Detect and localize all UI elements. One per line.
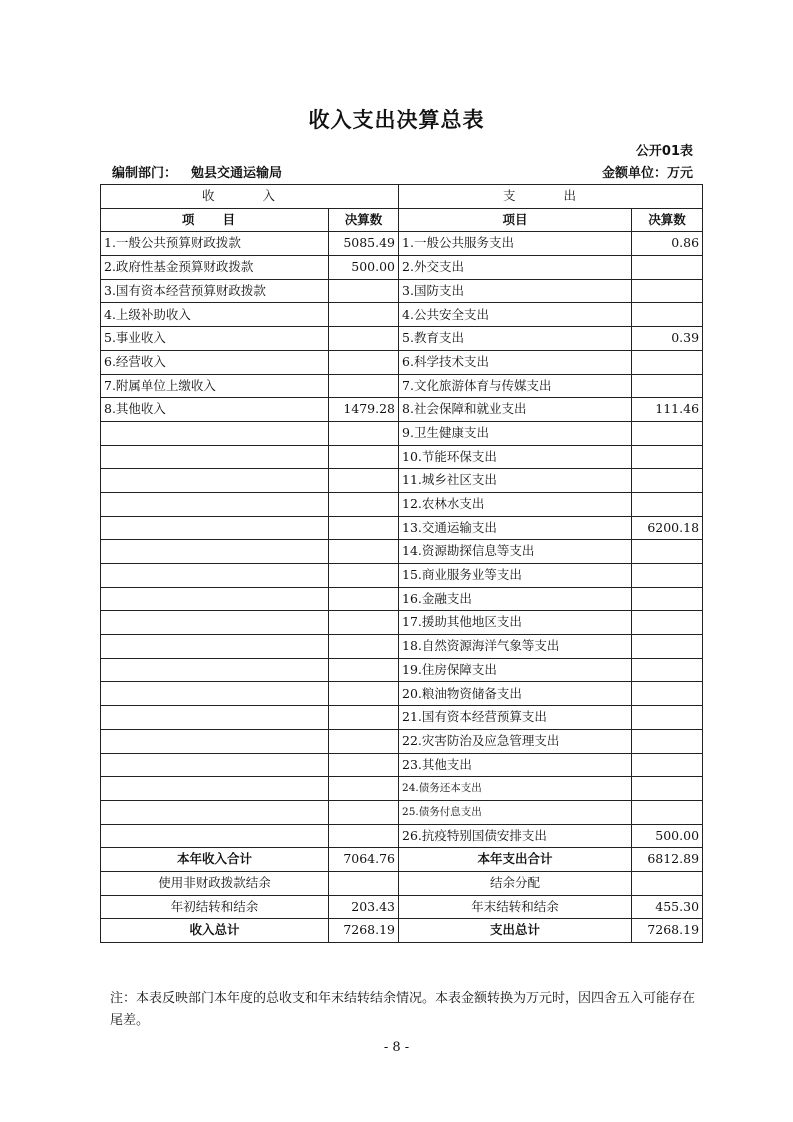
- amount-unit: 金额单位：万元: [601, 166, 693, 181]
- income-summary-label: 年初结转和结余: [101, 895, 329, 919]
- income-value-cell: [329, 587, 399, 611]
- summary-row: [101, 919, 703, 943]
- expense-value-cell: 0.86: [632, 232, 703, 256]
- expense-header: 支 出: [399, 185, 703, 209]
- expense-value-cell: 0.39: [632, 327, 703, 351]
- expense-item-cell: 24.债务还本支出: [399, 777, 632, 801]
- income-value-cell: [329, 706, 399, 730]
- income-summary-label: 收入总计: [101, 919, 329, 943]
- expense-item-cell: 15.商业服务业等支出: [399, 564, 632, 588]
- expense-value-cell: 111.46: [632, 398, 703, 422]
- table-row: [101, 327, 703, 351]
- income-value-cell: [329, 374, 399, 398]
- income-item-cell: 8.其他收入: [101, 398, 329, 422]
- table-row: [101, 303, 703, 327]
- meta-row: [112, 162, 693, 180]
- income-value-cell: [329, 564, 399, 588]
- table-header-row: [101, 185, 703, 209]
- income-item-cell: 7.附属单位上缴收入: [101, 374, 329, 398]
- table-row: [101, 421, 703, 445]
- income-item-cell: [101, 753, 329, 777]
- table-row: [101, 279, 703, 303]
- expense-summary-label: 支出总计: [399, 919, 632, 943]
- expense-item-cell: 9.卫生健康支出: [399, 421, 632, 445]
- income-item-cell: 5.事业收入: [101, 327, 329, 351]
- expense-value-cell: [632, 587, 703, 611]
- expense-value-cell: [632, 469, 703, 493]
- expense-value-cell: [632, 256, 703, 280]
- table-row: [101, 611, 703, 635]
- income-summary-value: [329, 871, 399, 895]
- expense-summary-label: 结余分配: [399, 871, 632, 895]
- expense-value-cell: [632, 753, 703, 777]
- income-value-cell: [329, 279, 399, 303]
- form-number: 公开01表: [635, 144, 693, 159]
- income-value-cell: [329, 635, 399, 659]
- income-value-cell: 5085.49: [329, 232, 399, 256]
- table-row: [101, 445, 703, 469]
- expense-item-cell: 17.援助其他地区支出: [399, 611, 632, 635]
- expense-item-cell: 8.社会保障和就业支出: [399, 398, 632, 422]
- expense-summary-value: [632, 871, 703, 895]
- expense-value-cell: [632, 800, 703, 824]
- expense-item-cell: 20.粮油物资储备支出: [399, 682, 632, 706]
- page-title: 收入支出决算总表: [308, 108, 485, 132]
- income-value-cell: [329, 777, 399, 801]
- income-value-cell: [329, 611, 399, 635]
- income-value-cell: [329, 327, 399, 351]
- expense-item-cell: 14.资源勘探信息等支出: [399, 540, 632, 564]
- expense-item-cell: 19.住房保障支出: [399, 658, 632, 682]
- table-row: [101, 753, 703, 777]
- expense-value-cell: [632, 611, 703, 635]
- expense-item-cell: 23.其他支出: [399, 753, 632, 777]
- expense-value-cell: [632, 279, 703, 303]
- income-item-cell: 6.经营收入: [101, 350, 329, 374]
- department-name: 勉县交通运输局: [191, 166, 283, 181]
- expense-item-cell: 16.金融支出: [399, 587, 632, 611]
- expense-value-cell: 6200.18: [632, 516, 703, 540]
- income-summary-value: 203.43: [329, 895, 399, 919]
- income-item-cell: [101, 635, 329, 659]
- income-amount-header: 决算数: [329, 208, 399, 232]
- footnote: 注：本表反映部门本年度的总收支和年末结转结余情况。本表金额转换为万元时，因四舍五入可能存在尾差。: [110, 991, 696, 1028]
- expense-value-cell: [632, 564, 703, 588]
- table-row: [101, 492, 703, 516]
- income-summary-value: 7268.19: [329, 919, 399, 943]
- expense-item-cell: 5.教育支出: [399, 327, 632, 351]
- expense-value-cell: [632, 421, 703, 445]
- income-item-cell: 4.上级补助收入: [101, 303, 329, 327]
- income-value-cell: 1479.28: [329, 398, 399, 422]
- income-item-cell: [101, 800, 329, 824]
- expense-value-cell: [632, 682, 703, 706]
- income-item-cell: 3.国有资本经营预算财政拨款: [101, 279, 329, 303]
- income-item-cell: [101, 658, 329, 682]
- table-subheader-row: [101, 208, 703, 232]
- table-row: [101, 800, 703, 824]
- table-row: [101, 777, 703, 801]
- income-value-cell: [329, 540, 399, 564]
- income-item-cell: 2.政府性基金预算财政拨款: [101, 256, 329, 280]
- income-item-cell: [101, 421, 329, 445]
- table-row: [101, 232, 703, 256]
- expense-value-cell: [632, 635, 703, 659]
- expense-value-cell: [632, 777, 703, 801]
- expense-value-cell: [632, 303, 703, 327]
- summary-row: [101, 895, 703, 919]
- income-value-cell: [329, 682, 399, 706]
- income-item-cell: [101, 824, 329, 848]
- expense-value-cell: [632, 658, 703, 682]
- expense-item-cell: 26.抗疫特别国债安排支出: [399, 824, 632, 848]
- table-row: [101, 706, 703, 730]
- expense-item-cell: 18.自然资源海洋气象等支出: [399, 635, 632, 659]
- income-item-cell: [101, 729, 329, 753]
- expense-item-cell: 11.城乡社区支出: [399, 469, 632, 493]
- expense-amount-header: 决算数: [632, 208, 703, 232]
- expense-item-cell: 10.节能环保支出: [399, 445, 632, 469]
- income-value-cell: [329, 445, 399, 469]
- expense-item-header: 项目: [399, 208, 632, 232]
- expense-item-cell: 25.债务付息支出: [399, 800, 632, 824]
- expense-value-cell: [632, 445, 703, 469]
- income-item-cell: [101, 516, 329, 540]
- budget-summary-table: [100, 184, 703, 943]
- expense-value-cell: [632, 729, 703, 753]
- income-header: 收 入: [101, 185, 399, 209]
- income-item-cell: [101, 540, 329, 564]
- expense-summary-value: 7268.19: [632, 919, 703, 943]
- summary-row: [101, 871, 703, 895]
- expense-item-cell: 4.公共安全支出: [399, 303, 632, 327]
- expense-item-cell: 3.国防支出: [399, 279, 632, 303]
- table-row: [101, 729, 703, 753]
- income-summary-label: 本年收入合计: [101, 848, 329, 872]
- income-value-cell: [329, 516, 399, 540]
- expense-value-cell: [632, 706, 703, 730]
- expense-item-cell: 2.外交支出: [399, 256, 632, 280]
- expense-value-cell: 500.00: [632, 824, 703, 848]
- expense-item-cell: 7.文化旅游体育与传媒支出: [399, 374, 632, 398]
- expense-item-cell: 13.交通运输支出: [399, 516, 632, 540]
- income-item-cell: [101, 564, 329, 588]
- income-value-cell: [329, 729, 399, 753]
- income-item-cell: [101, 445, 329, 469]
- income-item-cell: [101, 777, 329, 801]
- table-row: [101, 256, 703, 280]
- table-row: [101, 824, 703, 848]
- income-value-cell: [329, 824, 399, 848]
- income-item-cell: [101, 682, 329, 706]
- expense-summary-label: 本年支出合计: [399, 848, 632, 872]
- table-row: [101, 587, 703, 611]
- income-value-cell: [329, 350, 399, 374]
- expense-summary-value: 455.30: [632, 895, 703, 919]
- income-value-cell: [329, 303, 399, 327]
- expense-item-cell: 1.一般公共服务支出: [399, 232, 632, 256]
- income-value-cell: 500.00: [329, 256, 399, 280]
- expense-item-cell: 6.科学技术支出: [399, 350, 632, 374]
- expense-summary-value: 6812.89: [632, 848, 703, 872]
- table-row: [101, 540, 703, 564]
- table-row: [101, 658, 703, 682]
- department-label: 编制部门：: [112, 166, 178, 181]
- income-value-cell: [329, 800, 399, 824]
- table-row: [101, 564, 703, 588]
- income-item-cell: [101, 469, 329, 493]
- table-row: [101, 682, 703, 706]
- expense-item-cell: 22.灾害防治及应急管理支出: [399, 729, 632, 753]
- income-item-cell: [101, 706, 329, 730]
- expense-value-cell: [632, 350, 703, 374]
- income-summary-value: 7064.76: [329, 848, 399, 872]
- income-item-cell: [101, 611, 329, 635]
- table-row: [101, 469, 703, 493]
- summary-row: [101, 848, 703, 872]
- expense-item-cell: 12.农林水支出: [399, 492, 632, 516]
- expense-value-cell: [632, 540, 703, 564]
- expense-item-cell: 21.国有资本经营预算支出: [399, 706, 632, 730]
- table-row: [101, 350, 703, 374]
- table-row: [101, 398, 703, 422]
- expense-value-cell: [632, 374, 703, 398]
- income-value-cell: [329, 753, 399, 777]
- income-summary-label: 使用非财政拨款结余: [101, 871, 329, 895]
- income-item-header: 项 目: [101, 208, 329, 232]
- income-value-cell: [329, 658, 399, 682]
- income-value-cell: [329, 492, 399, 516]
- table-row: [101, 635, 703, 659]
- page-number: - 8 -: [383, 1040, 410, 1055]
- income-item-cell: 1.一般公共预算财政拨款: [101, 232, 329, 256]
- department-info: [112, 162, 282, 181]
- income-item-cell: [101, 587, 329, 611]
- table-row: [101, 516, 703, 540]
- table-row: [101, 374, 703, 398]
- expense-value-cell: [632, 492, 703, 516]
- income-value-cell: [329, 469, 399, 493]
- income-item-cell: [101, 492, 329, 516]
- income-value-cell: [329, 421, 399, 445]
- expense-summary-label: 年末结转和结余: [399, 895, 632, 919]
